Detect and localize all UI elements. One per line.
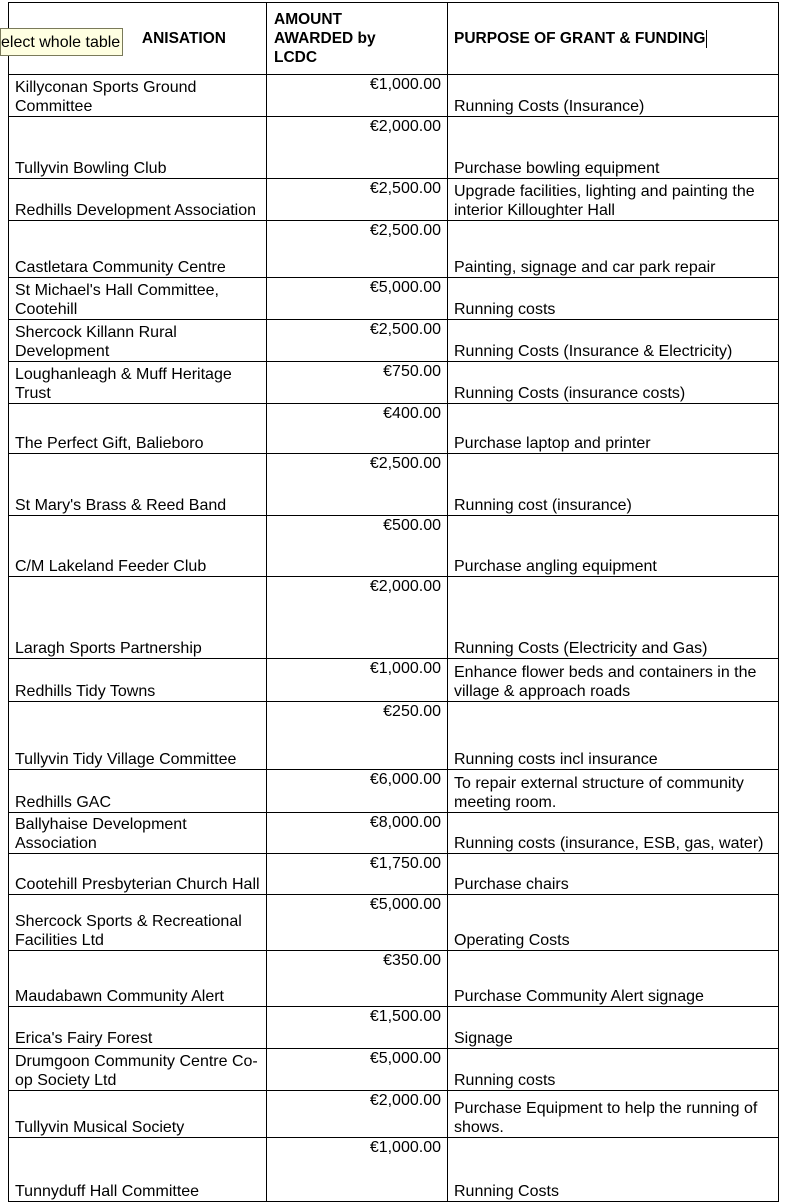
header-organisation-label: ANISATION — [141, 30, 226, 47]
purpose-cell[interactable]: Running Costs (insurance costs) — [448, 362, 779, 404]
amount-cell[interactable]: €5,000.00 — [267, 895, 448, 951]
table-body — [9, 75, 779, 1202]
table-row — [9, 1049, 779, 1091]
table-row — [9, 702, 779, 770]
org-cell[interactable]: Erica's Fairy Forest — [9, 1007, 267, 1049]
table-row — [9, 951, 779, 1007]
org-cell[interactable]: Drumgoon Community Centre Co-op Society Ltd — [9, 1049, 267, 1091]
amount-cell[interactable]: €2,000.00 — [267, 577, 448, 659]
grants-table[interactable] — [8, 2, 779, 1202]
amount-cell[interactable]: €250.00 — [267, 702, 448, 770]
purpose-cell[interactable]: Running cost (insurance) — [448, 454, 779, 516]
purpose-cell[interactable]: Running Costs (Electricity and Gas) — [448, 577, 779, 659]
table-row — [9, 454, 779, 516]
org-cell[interactable]: Redhills Tidy Towns — [9, 659, 267, 702]
table-row — [9, 1007, 779, 1049]
table-row — [9, 320, 779, 362]
amount-cell[interactable]: €2,000.00 — [267, 117, 448, 179]
amount-cell[interactable]: €6,000.00 — [267, 770, 448, 813]
table-row — [9, 75, 779, 117]
org-cell[interactable]: Redhills GAC — [9, 770, 267, 813]
header-amount[interactable] — [267, 3, 448, 75]
org-cell[interactable]: C/M Lakeland Feeder Club — [9, 516, 267, 577]
table-row — [9, 1138, 779, 1202]
table-row — [9, 516, 779, 577]
purpose-cell[interactable]: Operating Costs — [448, 895, 779, 951]
org-cell[interactable]: The Perfect Gift, Balieboro — [9, 404, 267, 454]
amount-cell[interactable]: €2,000.00 — [267, 1091, 448, 1138]
purpose-cell[interactable]: Upgrade facilities, lighting and painting the interior Killoughter Hall — [448, 179, 779, 221]
amount-cell[interactable]: €1,750.00 — [267, 854, 448, 895]
org-cell[interactable]: Maudabawn Community Alert — [9, 951, 267, 1007]
org-cell[interactable]: Cootehill Presbyterian Church Hall — [9, 854, 267, 895]
table-row — [9, 278, 779, 320]
purpose-cell[interactable]: Purchase Equipment to help the running of shows. — [448, 1091, 779, 1138]
org-cell[interactable]: Killyconan Sports Ground Committee — [9, 75, 267, 117]
table-row — [9, 179, 779, 221]
table-row — [9, 854, 779, 895]
purpose-cell[interactable]: Purchase chairs — [448, 854, 779, 895]
purpose-cell[interactable]: Purchase bowling equipment — [448, 117, 779, 179]
header-purpose-label: PURPOSE OF GRANT & FUNDING — [454, 30, 706, 47]
amount-cell[interactable]: €1,000.00 — [267, 75, 448, 117]
select-table-tooltip: elect whole table — [0, 28, 123, 56]
text-cursor — [706, 30, 707, 48]
org-cell[interactable]: Tunnyduff Hall Committee — [9, 1138, 267, 1202]
org-cell[interactable]: St Mary's Brass & Reed Band — [9, 454, 267, 516]
org-cell[interactable]: Castletara Community Centre — [9, 221, 267, 278]
header-amount-line2: AWARDED by — [274, 30, 376, 47]
amount-cell[interactable]: €8,000.00 — [267, 813, 448, 854]
header-purpose[interactable] — [448, 3, 779, 75]
purpose-cell[interactable]: Enhance flower beds and containers in the village & approach roads — [448, 659, 779, 702]
purpose-cell[interactable]: Purchase Community Alert signage — [448, 951, 779, 1007]
table-row — [9, 221, 779, 278]
table-row — [9, 770, 779, 813]
amount-cell[interactable]: €1,000.00 — [267, 659, 448, 702]
org-cell[interactable]: St Michael's Hall Committee, Cootehill — [9, 278, 267, 320]
amount-cell[interactable]: €1,500.00 — [267, 1007, 448, 1049]
table-row — [9, 117, 779, 179]
purpose-cell[interactable]: Running costs incl insurance — [448, 702, 779, 770]
amount-cell[interactable]: €5,000.00 — [267, 1049, 448, 1091]
amount-cell[interactable]: €2,500.00 — [267, 454, 448, 516]
purpose-cell[interactable]: Running Costs (Insurance) — [448, 75, 779, 117]
purpose-cell[interactable]: Running Costs — [448, 1138, 779, 1202]
org-cell[interactable]: Tullyvin Musical Society — [9, 1091, 267, 1138]
org-cell[interactable]: Tullyvin Tidy Village Committee — [9, 702, 267, 770]
purpose-cell[interactable]: Running costs — [448, 278, 779, 320]
org-cell[interactable]: Laragh Sports Partnership — [9, 577, 267, 659]
purpose-cell[interactable]: Signage — [448, 1007, 779, 1049]
amount-cell[interactable]: €350.00 — [267, 951, 448, 1007]
org-cell[interactable]: Redhills Development Association — [9, 179, 267, 221]
table-row — [9, 1091, 779, 1138]
header-amount-line3: LCDC — [274, 49, 318, 66]
table-row — [9, 895, 779, 951]
amount-cell[interactable]: €5,000.00 — [267, 278, 448, 320]
purpose-cell[interactable]: Painting, signage and car park repair — [448, 221, 779, 278]
org-cell[interactable]: Shercock Sports & Recreational Facilities Ltd — [9, 895, 267, 951]
amount-cell[interactable]: €750.00 — [267, 362, 448, 404]
purpose-cell[interactable]: Purchase laptop and printer — [448, 404, 779, 454]
amount-cell[interactable]: €500.00 — [267, 516, 448, 577]
amount-cell[interactable]: €2,500.00 — [267, 179, 448, 221]
table-row — [9, 813, 779, 854]
amount-cell[interactable]: €400.00 — [267, 404, 448, 454]
header-row — [9, 3, 779, 75]
table-row — [9, 659, 779, 702]
amount-cell[interactable]: €1,000.00 — [267, 1138, 448, 1202]
org-cell[interactable]: Loughanleagh & Muff Heritage Trust — [9, 362, 267, 404]
purpose-cell[interactable]: Running costs — [448, 1049, 779, 1091]
purpose-cell[interactable]: To repair external structure of community meeting room. — [448, 770, 779, 813]
table-row — [9, 362, 779, 404]
purpose-cell[interactable]: Running Costs (Insurance & Electricity) — [448, 320, 779, 362]
org-cell[interactable]: Ballyhaise Development Association — [9, 813, 267, 854]
amount-cell[interactable]: €2,500.00 — [267, 221, 448, 278]
org-cell[interactable]: Tullyvin Bowling Club — [9, 117, 267, 179]
amount-cell[interactable]: €2,500.00 — [267, 320, 448, 362]
header-amount-line1: AMOUNT — [274, 11, 343, 28]
org-cell[interactable]: Shercock Killann Rural Development — [9, 320, 267, 362]
table-row — [9, 577, 779, 659]
purpose-cell[interactable]: Running costs (insurance, ESB, gas, water) — [448, 813, 779, 854]
table-row — [9, 404, 779, 454]
purpose-cell[interactable]: Purchase angling equipment — [448, 516, 779, 577]
